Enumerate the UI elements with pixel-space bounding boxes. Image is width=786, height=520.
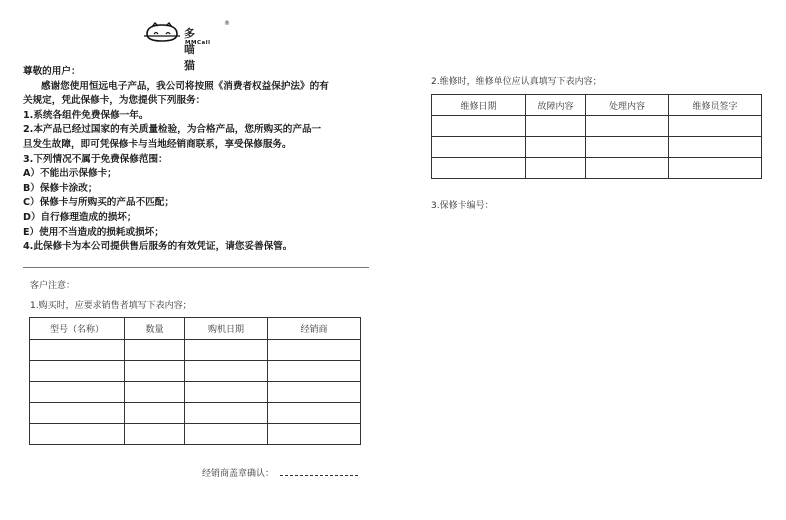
table-cell[interactable] [526,158,586,179]
table-cell[interactable] [526,137,586,158]
customer-notice-heading: 客户注意： [30,281,76,291]
registered-mark: ® [224,20,230,27]
table-header-row [30,318,361,340]
table-cell[interactable] [432,158,526,179]
col-header-purchase-date: 购机日期 [185,318,268,340]
table-cell[interactable] [586,116,669,137]
table-cell[interactable] [125,382,185,403]
table-cell[interactable] [185,361,268,382]
table-cell[interactable] [268,424,361,445]
table-cell[interactable] [432,137,526,158]
exclusion-e: E）使用不当造成的损耗或损坏； [23,226,164,238]
table-row [30,424,361,445]
purchase-note: 1.购买时，应要求销售者填写下表内容； [30,301,192,311]
table-cell[interactable] [268,340,361,361]
table-cell[interactable] [125,403,185,424]
table-row [30,361,361,382]
warranty-item-2-line-2: 旦发生故障，即可凭保修卡与当地经销商联系，享受保修服务。 [23,138,292,150]
table-cell[interactable] [526,116,586,137]
warranty-item-4: 4.此保修卡为本公司提供售后服务的有效凭证，请您妥善保管。 [23,241,293,253]
table-cell[interactable] [30,340,125,361]
greeting: 尊敬的用户： [23,66,81,77]
table-row [432,116,762,137]
table-cell[interactable] [125,340,185,361]
warranty-notice [23,65,368,255]
col-header-technician-signature: 维修员签字 [669,95,762,116]
table-row [432,137,762,158]
brand-subtitle: MMCall [185,40,211,46]
table-cell[interactable] [30,382,125,403]
exclusion-a: A）不能出示保修卡； [23,168,117,180]
intro-line-1: 感谢您使用恒远电子产品，我公司将按照《消费者权益保护法》的有 [41,80,329,92]
table-cell[interactable] [185,340,268,361]
warranty-item-3: 3.下列情况不属于免费保修范围： [23,153,168,165]
col-header-repair-date: 维修日期 [432,95,526,116]
table-cell[interactable] [185,382,268,403]
warranty-card-number: 3.保修卡编号： [431,201,494,211]
table-row [30,403,361,424]
col-header-model: 型号（名称） [30,318,125,340]
dealer-stamp-field[interactable] [280,467,358,476]
repair-table [431,94,762,179]
col-header-fault: 故障内容 [526,95,586,116]
purchase-table [29,317,361,445]
table-header-row [432,95,762,116]
warranty-item-2-line-1: 2.本产品已经过国家的有关质量检验，为合格产品，您所购买的产品一 [23,124,322,136]
table-cell[interactable] [30,361,125,382]
repair-note: 2.维修时，维修单位应认真填写下表内容； [431,77,602,87]
table-cell[interactable] [432,116,526,137]
table-cell[interactable] [268,382,361,403]
table-row [30,340,361,361]
table-cell[interactable] [125,361,185,382]
table-row [432,158,762,179]
table-cell[interactable] [586,158,669,179]
exclusion-c: C）保修卡与所购买的产品不匹配； [23,197,174,209]
table-cell[interactable] [586,137,669,158]
cat-logo-icon [144,22,180,44]
table-cell[interactable] [669,158,762,179]
brand-name: 多喵猫 [184,27,196,72]
col-header-dealer: 经销商 [268,318,361,340]
dealer-stamp-label: 经销商盖章确认： [202,469,275,479]
exclusion-d: D）自行修理造成的损坏； [23,211,137,223]
table-cell[interactable] [185,424,268,445]
table-cell[interactable] [669,137,762,158]
table-row [30,382,361,403]
table-cell[interactable] [268,403,361,424]
dealer-stamp-line [202,466,358,479]
col-header-handling: 处理内容 [586,95,669,116]
table-cell[interactable] [268,361,361,382]
warranty-item-1: 1.系统各组件免费保修一年。 [23,109,149,121]
intro-line-2: 关规定，凭此保修卡，为您提供下列服务： [23,95,206,107]
table-cell[interactable] [669,116,762,137]
table-cell[interactable] [30,424,125,445]
exclusion-b: B）保修卡涂改； [23,182,98,194]
table-cell[interactable] [30,403,125,424]
col-header-quantity: 数量 [125,318,185,340]
section-divider [23,267,369,268]
table-cell[interactable] [125,424,185,445]
table-cell[interactable] [185,403,268,424]
